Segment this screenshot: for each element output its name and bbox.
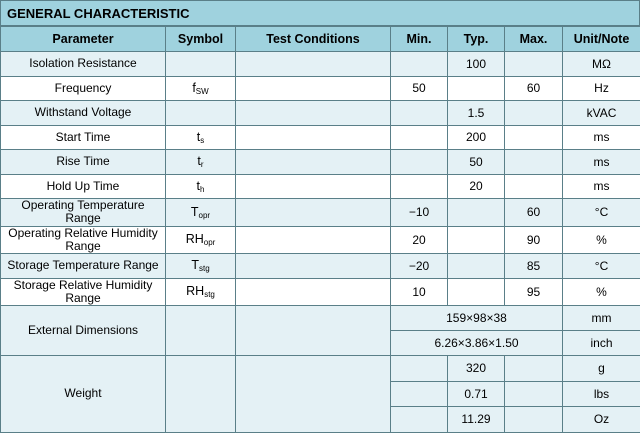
test-cell bbox=[236, 101, 391, 126]
symbol-base: t bbox=[196, 129, 201, 144]
symbol-sub: h bbox=[200, 184, 205, 194]
symbol-cell bbox=[166, 76, 236, 101]
test-cell bbox=[236, 76, 391, 101]
param-cell: Operating Relative Humidity Range bbox=[1, 226, 166, 254]
min-cell bbox=[391, 407, 448, 433]
header-row bbox=[1, 27, 640, 52]
typ-cell bbox=[448, 254, 505, 279]
header-max: Max. bbox=[505, 27, 563, 52]
symbol-cell bbox=[166, 52, 236, 77]
symbol-cell bbox=[166, 199, 236, 227]
min-cell: −10 bbox=[391, 199, 448, 227]
unit-cell: g bbox=[563, 356, 640, 382]
weight-row bbox=[1, 356, 640, 382]
test-cell bbox=[236, 174, 391, 199]
symbol-base: RH bbox=[185, 232, 204, 247]
max-cell: 60 bbox=[505, 76, 563, 101]
test-cell bbox=[236, 150, 391, 175]
min-cell: 20 bbox=[391, 226, 448, 254]
min-cell bbox=[391, 381, 448, 407]
unit-cell: inch bbox=[563, 331, 640, 356]
param-cell: Withstand Voltage bbox=[1, 101, 166, 126]
min-cell bbox=[391, 150, 448, 175]
test-cell bbox=[236, 226, 391, 254]
dimension-value: 159×98×38 bbox=[391, 306, 563, 331]
symbol-cell bbox=[166, 278, 236, 306]
table-row bbox=[1, 278, 640, 306]
symbol-sub: r bbox=[200, 160, 204, 170]
header-typ: Typ. bbox=[448, 27, 505, 52]
max-cell bbox=[505, 101, 563, 126]
max-cell bbox=[505, 356, 563, 382]
max-cell bbox=[505, 150, 563, 175]
unit-cell: ms bbox=[563, 125, 640, 150]
typ-cell bbox=[448, 278, 505, 306]
test-cell bbox=[236, 125, 391, 150]
typ-cell bbox=[448, 199, 505, 227]
symbol-sub: opr bbox=[198, 210, 211, 220]
symbol-base: T bbox=[191, 258, 199, 273]
unit-cell: % bbox=[563, 278, 640, 306]
min-cell bbox=[391, 52, 448, 77]
param-cell: Hold Up Time bbox=[1, 174, 166, 199]
typ-cell: 100 bbox=[448, 52, 505, 77]
symbol-cell bbox=[166, 150, 236, 175]
dimension-value: 6.26×3.86×1.50 bbox=[391, 331, 563, 356]
symbol-base: t bbox=[197, 154, 201, 169]
table-row bbox=[1, 52, 640, 77]
min-cell bbox=[391, 125, 448, 150]
typ-cell: 0.71 bbox=[448, 381, 505, 407]
max-cell: 95 bbox=[505, 278, 563, 306]
min-cell bbox=[391, 356, 448, 382]
characteristics-table bbox=[0, 26, 640, 433]
typ-cell: 11.29 bbox=[448, 407, 505, 433]
unit-cell: mm bbox=[563, 306, 640, 331]
max-cell bbox=[505, 174, 563, 199]
typ-cell bbox=[448, 226, 505, 254]
param-cell: Start Time bbox=[1, 125, 166, 150]
header-test-conditions: Test Conditions bbox=[236, 27, 391, 52]
param-cell: Frequency bbox=[1, 76, 166, 101]
symbol-sub: stg bbox=[198, 264, 210, 274]
max-cell bbox=[505, 407, 563, 433]
min-cell: 50 bbox=[391, 76, 448, 101]
external-dimensions-row bbox=[1, 306, 640, 331]
unit-cell: lbs bbox=[563, 381, 640, 407]
section-title: GENERAL CHARACTERISTIC bbox=[0, 0, 640, 26]
header-unit-note: Unit/Note bbox=[563, 27, 640, 52]
param-cell: Isolation Resistance bbox=[1, 52, 166, 77]
header-symbol: Symbol bbox=[166, 27, 236, 52]
table-row bbox=[1, 174, 640, 199]
max-cell bbox=[505, 52, 563, 77]
symbol-sub: s bbox=[200, 135, 205, 145]
unit-cell: Hz bbox=[563, 76, 640, 101]
table-row bbox=[1, 150, 640, 175]
max-cell: 85 bbox=[505, 254, 563, 279]
unit-cell: MΩ bbox=[563, 52, 640, 77]
symbol-base: t bbox=[196, 178, 201, 193]
table-row bbox=[1, 254, 640, 279]
test-cell bbox=[236, 52, 391, 77]
unit-cell: ms bbox=[563, 150, 640, 175]
symbol-sub: opr bbox=[203, 238, 216, 248]
header-min: Min. bbox=[391, 27, 448, 52]
symbol-base: f bbox=[192, 80, 196, 95]
symbol-cell bbox=[166, 306, 236, 356]
unit-cell: °C bbox=[563, 199, 640, 227]
symbol-cell bbox=[166, 226, 236, 254]
min-cell bbox=[391, 174, 448, 199]
typ-cell: 50 bbox=[448, 150, 505, 175]
unit-cell: % bbox=[563, 226, 640, 254]
test-cell bbox=[236, 306, 391, 356]
unit-cell: Oz bbox=[563, 407, 640, 433]
max-cell: 60 bbox=[505, 199, 563, 227]
test-cell bbox=[236, 356, 391, 433]
typ-cell bbox=[448, 76, 505, 101]
min-cell: 10 bbox=[391, 278, 448, 306]
table-row bbox=[1, 76, 640, 101]
max-cell bbox=[505, 381, 563, 407]
param-cell: Weight bbox=[1, 356, 166, 433]
param-cell: Rise Time bbox=[1, 150, 166, 175]
min-cell bbox=[391, 101, 448, 126]
symbol-cell bbox=[166, 356, 236, 433]
param-cell: Storage Relative Humidity Range bbox=[1, 278, 166, 306]
test-cell bbox=[236, 199, 391, 227]
symbol-cell bbox=[166, 254, 236, 279]
symbol-cell bbox=[166, 125, 236, 150]
typ-cell: 320 bbox=[448, 356, 505, 382]
symbol-sub: stg bbox=[204, 290, 215, 300]
test-cell bbox=[236, 254, 391, 279]
unit-cell: kVAC bbox=[563, 101, 640, 126]
test-cell bbox=[236, 278, 391, 306]
table-row bbox=[1, 101, 640, 126]
param-cell: Storage Temperature Range bbox=[1, 254, 166, 279]
max-cell bbox=[505, 125, 563, 150]
param-cell: External Dimensions bbox=[1, 306, 166, 356]
typ-cell: 20 bbox=[448, 174, 505, 199]
param-cell: Operating Temperature Range bbox=[1, 199, 166, 227]
header-parameter: Parameter bbox=[1, 27, 166, 52]
typ-cell: 1.5 bbox=[448, 101, 505, 126]
unit-cell: °C bbox=[563, 254, 640, 279]
table-row bbox=[1, 226, 640, 254]
unit-cell: ms bbox=[563, 174, 640, 199]
symbol-base: T bbox=[190, 204, 199, 219]
typ-cell: 200 bbox=[448, 125, 505, 150]
table-row bbox=[1, 199, 640, 227]
max-cell: 90 bbox=[505, 226, 563, 254]
symbol-cell bbox=[166, 174, 236, 199]
min-cell: −20 bbox=[391, 254, 448, 279]
symbol-sub: SW bbox=[195, 86, 209, 96]
symbol-base: RH bbox=[186, 284, 205, 299]
symbol-cell bbox=[166, 101, 236, 126]
table-row bbox=[1, 125, 640, 150]
